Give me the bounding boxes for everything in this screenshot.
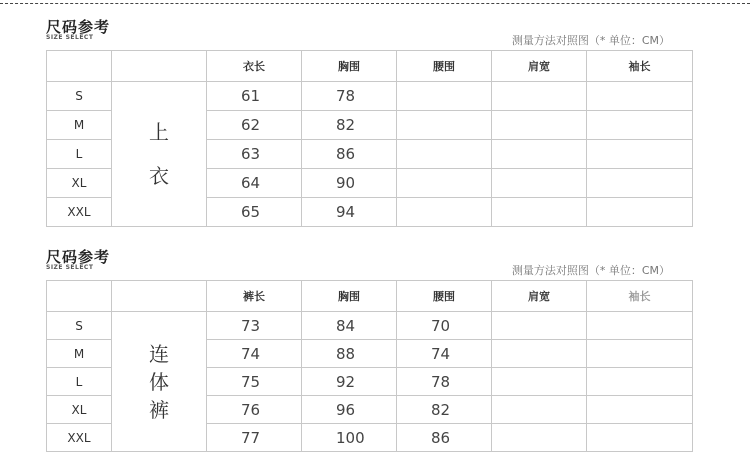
table-cell: 77	[207, 424, 302, 452]
table-cell: 94	[302, 198, 397, 227]
category-label	[112, 312, 207, 452]
table-cell	[492, 424, 587, 452]
table-cell: 92	[302, 368, 397, 396]
table-cell	[397, 169, 492, 198]
table-cell	[492, 111, 587, 140]
category-char: 衣	[149, 164, 169, 188]
section-header	[0, 246, 750, 276]
table-cell: 78	[302, 82, 397, 111]
table-cell	[587, 82, 693, 111]
table-cell: 64	[207, 169, 302, 198]
category-char: 体	[149, 369, 169, 394]
table-cell	[587, 340, 693, 368]
table-cell: 88	[302, 340, 397, 368]
table-cell	[492, 82, 587, 111]
table-cell: 82	[397, 396, 492, 424]
table-cell	[587, 198, 693, 227]
table-cell: 75	[207, 368, 302, 396]
table-cell	[397, 198, 492, 227]
table-header-row	[47, 51, 693, 82]
table-cell	[492, 368, 587, 396]
column-header: 肩宽	[492, 51, 587, 82]
measurement-note: 测量方法对照图（* 单位：CM）	[511, 264, 670, 277]
table-cell: 61	[207, 82, 302, 111]
section-subtitle: SIZE SELECT	[46, 34, 94, 41]
size-header-cell	[47, 51, 112, 82]
column-header: 袖长	[587, 281, 693, 312]
table-cell	[587, 424, 693, 452]
size-header-cell	[47, 281, 112, 312]
table-cell: 90	[302, 169, 397, 198]
measurement-note: 测量方法对照图（* 单位：CM）	[511, 34, 670, 47]
category-header-cell	[112, 51, 207, 82]
table-header-row	[47, 281, 693, 312]
column-header: 胸围	[302, 281, 397, 312]
table-cell	[587, 368, 693, 396]
table-cell: 76	[207, 396, 302, 424]
section-subtitle: SIZE SELECT	[46, 264, 94, 271]
table-cell: 73	[207, 312, 302, 340]
top-dashed-divider	[0, 3, 750, 4]
table-cell	[587, 140, 693, 169]
size-label: L	[47, 140, 112, 169]
size-label: S	[47, 82, 112, 111]
column-header: 腰围	[397, 281, 492, 312]
table-cell: 74	[207, 340, 302, 368]
table-cell: 82	[302, 111, 397, 140]
table-row	[47, 82, 693, 111]
column-header: 肩宽	[492, 281, 587, 312]
size-label: XXL	[47, 198, 112, 227]
size-section-bottom	[0, 246, 750, 447]
table-cell: 74	[397, 340, 492, 368]
size-table-bottom	[46, 280, 693, 452]
table-cell: 86	[397, 424, 492, 452]
column-header: 裤长	[207, 281, 302, 312]
table-cell	[492, 340, 587, 368]
category-char: 连	[149, 341, 169, 366]
table-cell	[587, 312, 693, 340]
size-label: M	[47, 340, 112, 368]
category-label	[112, 82, 207, 227]
table-cell	[492, 198, 587, 227]
table-cell	[397, 140, 492, 169]
table-cell	[492, 396, 587, 424]
table-row	[47, 312, 693, 340]
category-header-cell	[112, 281, 207, 312]
column-header: 胸围	[302, 51, 397, 82]
size-label: XXL	[47, 424, 112, 452]
table-cell: 86	[302, 140, 397, 169]
table-cell	[587, 111, 693, 140]
size-label: XL	[47, 396, 112, 424]
table-cell: 63	[207, 140, 302, 169]
table-cell: 65	[207, 198, 302, 227]
table-cell	[492, 312, 587, 340]
table-cell: 84	[302, 312, 397, 340]
size-label: M	[47, 111, 112, 140]
section-header	[0, 16, 750, 46]
section-title: 尺码参考	[46, 18, 111, 36]
section-title: 尺码参考	[46, 248, 111, 266]
column-header: 袖长	[587, 51, 693, 82]
size-label: S	[47, 312, 112, 340]
column-header: 腰围	[397, 51, 492, 82]
size-section-top	[0, 16, 750, 221]
table-cell: 96	[302, 396, 397, 424]
table-cell	[397, 82, 492, 111]
size-table-top	[46, 50, 693, 227]
table-cell: 62	[207, 111, 302, 140]
table-cell	[587, 396, 693, 424]
table-cell	[492, 140, 587, 169]
table-cell	[492, 169, 587, 198]
column-header: 衣长	[207, 51, 302, 82]
size-label: L	[47, 368, 112, 396]
table-cell: 78	[397, 368, 492, 396]
category-char: 裤	[149, 397, 169, 422]
table-cell: 70	[397, 312, 492, 340]
table-cell: 100	[302, 424, 397, 452]
table-cell	[587, 169, 693, 198]
size-label: XL	[47, 169, 112, 198]
table-cell	[397, 111, 492, 140]
category-char: 上	[149, 120, 169, 144]
